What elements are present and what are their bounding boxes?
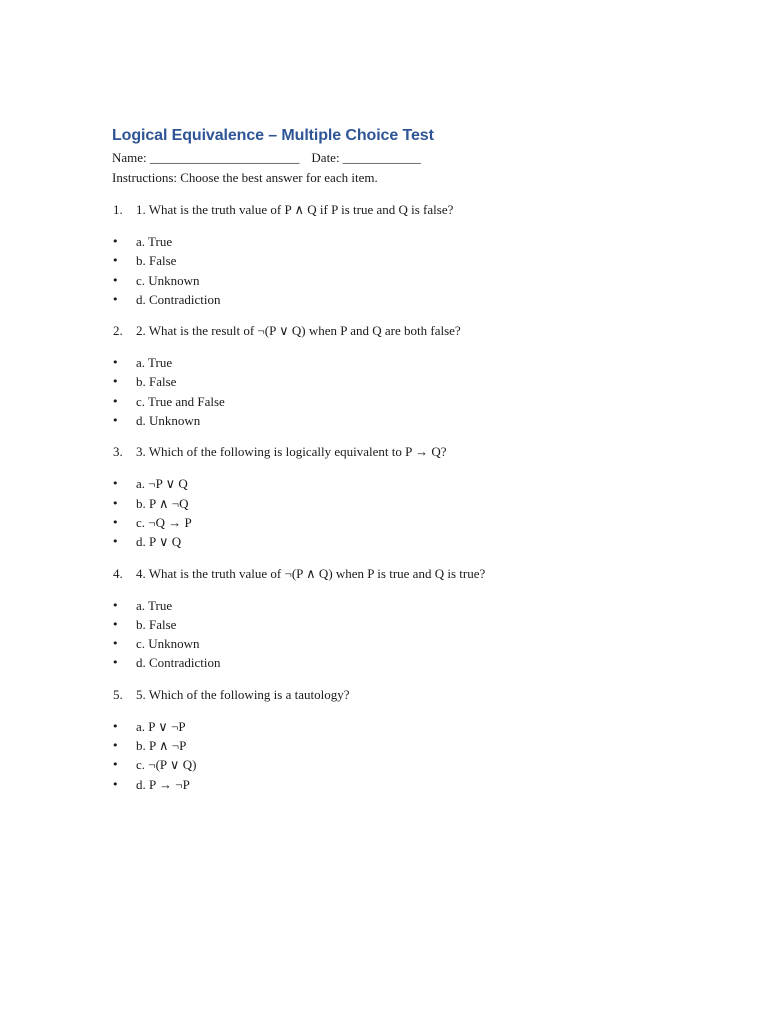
bullet-icon: • xyxy=(112,719,119,733)
bullet-icon: • xyxy=(112,617,119,631)
option-item: • d. P → ¬P xyxy=(112,775,672,794)
question-4 xyxy=(112,564,672,584)
bullet-icon: • xyxy=(112,254,119,268)
bullet-icon: • xyxy=(112,515,119,529)
bullet-icon: • xyxy=(112,656,119,670)
question-text: 1. What is the truth value of P ∧ Q if P is true and Q is false? xyxy=(136,202,454,217)
option-item: • a. True xyxy=(112,353,672,372)
bullet-icon: • xyxy=(112,535,119,549)
bullet-icon: • xyxy=(112,739,119,753)
question-5 xyxy=(112,685,672,705)
question-text: 3. Which of the following is logically equivalent to P → Q? xyxy=(136,444,447,460)
date-field-label: Date: ____________ xyxy=(311,150,421,165)
question-number: 5. xyxy=(113,686,123,702)
options-list-1 xyxy=(112,232,672,309)
question-number: 1. xyxy=(113,202,123,217)
bullet-icon: • xyxy=(112,394,119,408)
bullet-icon: • xyxy=(112,637,119,651)
question-1 xyxy=(112,200,672,220)
option-item: • b. P ∧ ¬P xyxy=(112,736,672,755)
question-number: 4. xyxy=(113,565,123,581)
question-text: 5. Which of the following is a tautology? xyxy=(136,686,350,702)
bullet-icon: • xyxy=(112,777,119,791)
question-3 xyxy=(112,442,672,462)
bullet-icon: • xyxy=(112,375,119,389)
options-list-5 xyxy=(112,717,672,794)
bullet-icon: • xyxy=(112,477,119,491)
question-number: 2. xyxy=(113,323,123,339)
name-field-label: Name: _______________________ xyxy=(112,150,300,165)
option-item: • d. Unknown xyxy=(112,411,672,430)
question-text: 4. What is the truth value of ¬(P ∧ Q) when P is true and Q is true? xyxy=(136,565,486,581)
options-list-2 xyxy=(112,353,672,430)
name-date-line xyxy=(112,148,672,168)
option-item: • c. ¬Q → P xyxy=(112,513,672,532)
option-item: • d. Contradiction xyxy=(112,290,672,309)
option-item: • c. Unknown xyxy=(112,634,672,653)
question-text: 2. What is the result of ¬(P ∨ Q) when P and Q are both false? xyxy=(136,323,461,339)
option-item: • b. P ∧ ¬Q xyxy=(112,494,672,513)
question-number: 3. xyxy=(113,444,123,460)
option-item: • a. True xyxy=(112,232,672,251)
instructions-text: Instructions: Choose the best answer for each item. xyxy=(112,170,378,185)
option-item: • b. False xyxy=(112,372,672,391)
bullet-icon: • xyxy=(112,235,119,248)
bullet-icon: • xyxy=(112,292,119,306)
option-item: • b. False xyxy=(112,251,672,270)
option-item: • c. ¬(P ∨ Q) xyxy=(112,755,672,774)
option-item: • a. ¬P ∨ Q xyxy=(112,474,672,493)
option-item: • d. Contradiction xyxy=(112,653,672,672)
option-item: • b. False xyxy=(112,615,672,634)
document-page xyxy=(112,124,672,806)
option-item: • c. Unknown xyxy=(112,271,672,290)
option-item: • c. True and False xyxy=(112,392,672,411)
bullet-icon: • xyxy=(112,758,119,772)
bullet-icon: • xyxy=(112,273,119,287)
bullet-icon: • xyxy=(112,414,119,428)
option-item: • a. True xyxy=(112,596,672,615)
bullet-icon: • xyxy=(112,598,119,612)
page-title: Logical Equivalence – Multiple Choice Test xyxy=(112,127,434,144)
option-item: • d. P ∨ Q xyxy=(112,532,672,551)
bullet-icon: • xyxy=(112,356,119,370)
options-list-4 xyxy=(112,596,672,673)
bullet-icon: • xyxy=(112,496,119,510)
option-item: • a. P ∨ ¬P xyxy=(112,717,672,736)
question-2 xyxy=(112,321,672,341)
options-list-3 xyxy=(112,474,672,551)
